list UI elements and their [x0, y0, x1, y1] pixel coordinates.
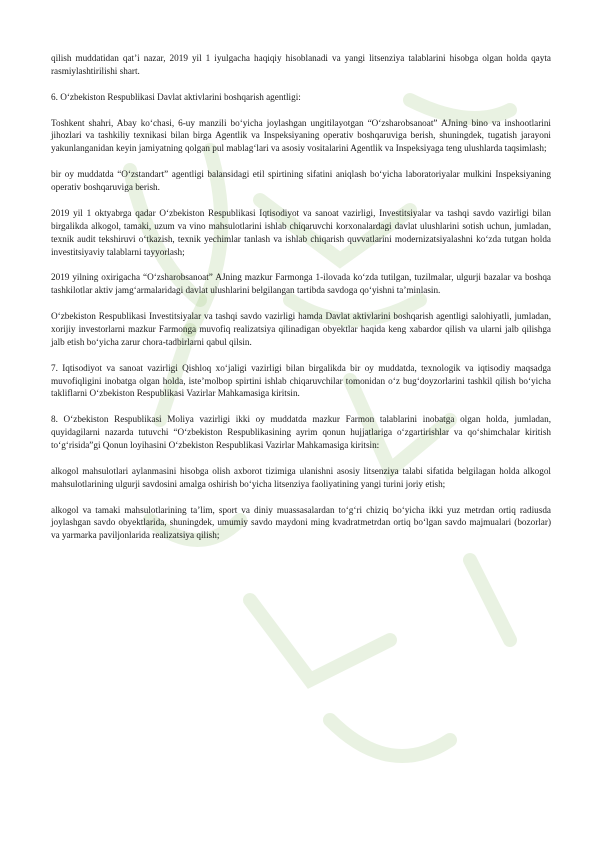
paragraph: alkogol va tamaki mahsulotlarining ta’lim, sport va diniy muassasalardan to‘g‘ri chiziq bo‘yicha ikki yuz metrdan ortiq radiusda joylashgan savdo obyektlarida, shuningdek, umumiy savdo maydoni ming kvadratmetrdan ortiq bo‘lgan savdo majmualari (bozorlar) va yarmarka paviljonlarida realizatsiya qilish;: [51, 504, 551, 541]
paragraph: 2019 yilning oxirigacha “O‘zsharobsanoat” AJning mazkur Farmonga 1-ilovada ko‘zda tutilgan, tuzilmalar, ulgurji bazalar va boshqa tashkilotlar aktiv jamg‘armalaridagi davlat ulushlarini belgilangan tartibda savdoga qo‘yishni ta’minlasin.: [51, 272, 551, 296]
paragraph: O‘zbekiston Respublikasi Investitsiyalar va tashqi savdo vazirligi hamda Davlat aktivlarini boshqarish agentligi salohiyatli, jumladan, xorijiy investorlarni mazkur Farmonga muvofiq realizatsiya qilinadigan obyektlar haqida keng xabardor qilish va ularni jalb qilishga jalb etish bo‘yicha zarur chora-tadbirlarni qabul qilsin.: [51, 311, 551, 347]
paragraph: 7. Iqtisodiyot va sanoat vazirligi Qishloq xo‘jaligi vazirligi bilan birgalikda bir oy muddatda, texnologik va iqtisodiy maqsadga muvofiqligini inobatga olgan holda, iste’molbop spirtini ishlab chiqaruvchilar tomonidan o‘z bug‘doyzorlarini tashkil qilish bo‘yicha takliflarni O‘zbekiston Respublikasi Vazirlar Mahkamasiga kiritsin.: [51, 362, 551, 399]
document-page: [51, 52, 551, 555]
paragraph: 6. O‘zbekiston Respublikasi Davlat aktivlarini boshqarish agentligi:: [51, 91, 301, 102]
paragraph: alkogol mahsulotlari aylanmasini hisobga olish axborot tizimiga ulanishni asosiy litsenziya talabi sifatida belgilagan holda alkogol mahsulotlarining ulgurji savdosini amalga oshirish bo‘yicha litsenziya faoliyatining yangi turini joriy etish;: [51, 465, 551, 489]
paragraph: 8. O‘zbekiston Respublikasi Moliya vazirligi ikki oy muddatda mazkur Farmon talablarini inobatga olgan holda, jumladan, quyidagilarni nazarda tutuvchi “O‘zbekiston Respublikasining ayrim qonun hujjatlariga o‘zgartirishlar va qo‘shimchalar kiritish to‘g‘risida”gi Qonun loyihasini O‘zbekiston Respublikasi Vazirlar Mahkamasiga kiritsin:: [51, 414, 551, 451]
paragraph: qilish muddatidan qat’i nazar, 2019 yil 1 iyulgacha haqiqiy hisoblanadi va yangi litsenziya talablarini hisobga olgan holda qayta rasmiylashtirilishi shart.: [51, 53, 551, 76]
paragraph: 2019 yil 1 oktyabrga qadar O‘zbekiston Respublikasi Iqtisodiyot va sanoat vazirligi, Investitsiyalar va tashqi savdo vazirligi bilan birgalikda alkogol, tamaki, uzum va vino mahsulotlarini ishlab chiqaruvchi korxonalardagi davlat ulushlarini sotish uchun, jumladan, texnik audit tekshiruvi o‘tkazish, texnik yechimlar tanlash va ishlab chiqarish quvvatlarini modernizatsiyalashni ko‘zda tutgan holda investitsiyaviy talablarni tayyorlash;: [51, 207, 551, 257]
paragraph: Toshkent shahri, Abay ko‘chasi, 6-uy manzili bo‘yicha joylashgan ungitilayotgan “O‘zsharobsanoat” AJning bino va inshootlarini jihozlari va tashkiliy texnikasi bilan birga Agentlik va Inspeksiyaning operativ boshqaruviga berish, shuningdek, tugatish jarayoni yakunlanganidan keyin jamiyatning qolgan pul mablag‘lari va asosiy vositalarini Agentlik va Inspeksiyaga teng ulushlarda taqsimlash;: [51, 117, 551, 154]
paragraph: bir oy muddatda “O‘zstandart” agentligi balansidagi etil spirtining sifatini aniqlash bo‘yicha laboratoriyalar mulkini Inspeksiyaning operativ boshqaruviga berish.: [51, 169, 551, 193]
